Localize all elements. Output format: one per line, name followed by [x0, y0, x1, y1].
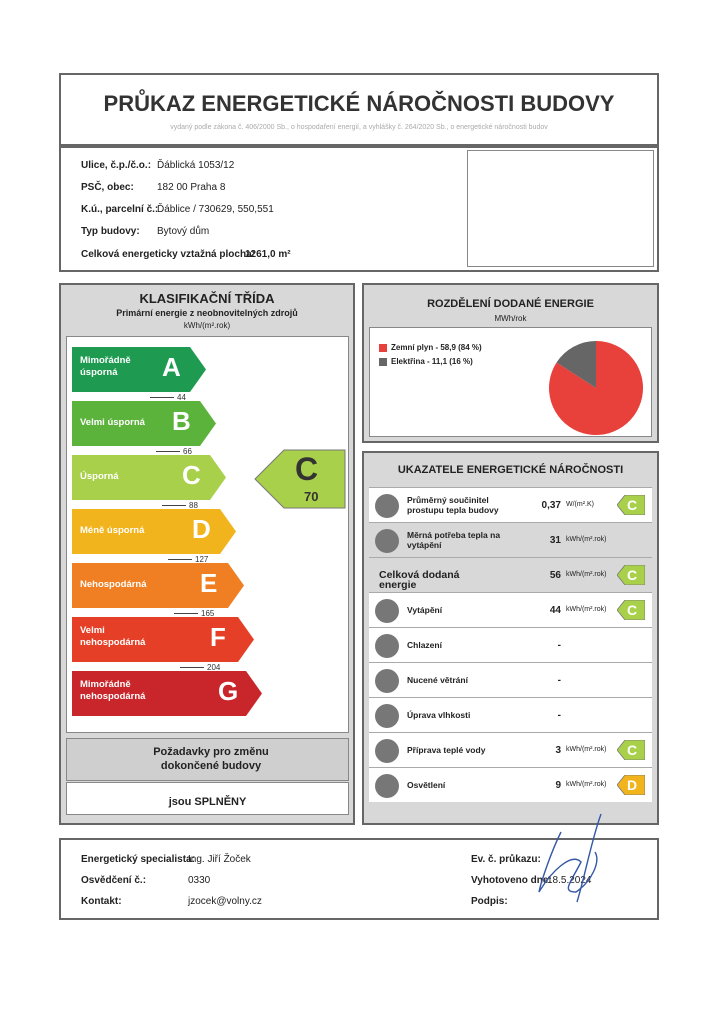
indicator-row: [369, 627, 652, 662]
classification-title: KLASIFIKAČNÍ TŘÍDA: [139, 291, 275, 306]
faucet-icon: [375, 739, 399, 763]
class-band-label: Méně úsporná: [80, 525, 145, 536]
class-band-label: Úsporná: [80, 471, 119, 482]
contact-label: Kontakt:: [81, 896, 122, 907]
photo-placeholder: [467, 150, 654, 267]
distribution-pie-chart: [547, 339, 645, 437]
classification-unit: kWh/(m².rok): [183, 321, 231, 330]
class-band-letter: C: [182, 460, 201, 490]
legend-swatch: [379, 344, 387, 352]
registration-label: Ev. č. průkazu:: [471, 854, 541, 865]
indicator-class: C: [627, 567, 638, 583]
bulb-icon: [375, 774, 399, 798]
class-band-letter: F: [210, 622, 226, 652]
indicator-row: [369, 487, 652, 522]
requirements-result: jsou SPLNĚNY: [168, 796, 247, 808]
thermometer-icon: [375, 634, 399, 658]
class-band-label: Nehospodárná: [80, 579, 147, 590]
indicator-unit: kWh/(m².rok): [566, 571, 607, 578]
street-label: Ulice, č.p./č.o.:: [81, 160, 152, 171]
class-threshold: 204: [180, 663, 220, 672]
class-band-b: [72, 401, 216, 446]
class-band-label: Velmi úsporná: [80, 417, 145, 428]
specialist-value: Ing. Jiří Žoček: [188, 854, 251, 865]
zip-value: 182 00 Praha 8: [157, 182, 226, 193]
indicator-unit: kWh/(m².rok): [566, 536, 607, 543]
indicator-row: [369, 732, 652, 767]
distribution-unit: MWh/rok: [494, 314, 527, 323]
indicator-value: 31: [549, 535, 561, 546]
header-box: [59, 73, 659, 146]
indicator-row: [369, 662, 652, 697]
class-band-letter: G: [218, 676, 239, 706]
class-band-d: [72, 509, 236, 554]
indicator-row: [369, 557, 652, 592]
indicator-unit: kWh/(m².rok): [566, 606, 607, 613]
class-band-letter: B: [172, 406, 191, 436]
class-threshold: 88: [162, 501, 198, 510]
zip-label: PSČ, obec:: [81, 182, 134, 193]
specialist-label: Energetický specialista:: [81, 854, 195, 865]
indicator-unit: W/(m².K): [566, 501, 594, 508]
indicator-value: 44: [549, 605, 561, 616]
footer-box: [59, 838, 659, 920]
class-band-label: Mimořádně nehospodárná: [80, 679, 146, 702]
street-value: Ďáblická 1053/12: [157, 160, 235, 171]
class-band-c: [72, 455, 226, 500]
class-band-f: [72, 617, 254, 662]
distribution-title: ROZDĚLENÍ DODANÉ ENERGIE: [427, 298, 594, 310]
legend-item: Zemní plyn - 58,9 (84 %): [379, 343, 482, 352]
area-label: Celková energeticky vztažná plocha:: [81, 249, 255, 260]
document-subtitle: vydaný podle zákona č. 406/2000 Sb., o hospodaření energií, a vyhlášky č. 264/2020 Sb., o energetické náročnosti budov: [170, 124, 548, 131]
indicator-name: Celková dodaná energie: [379, 569, 460, 591]
class-band-letter: D: [192, 514, 211, 544]
indicator-row: [369, 592, 652, 627]
class-band-a: [72, 347, 206, 392]
signature: [531, 812, 611, 912]
cadastre-label: K.ú., parcelní č.:: [81, 204, 159, 215]
issued-label: Vyhotoveno dne:: [471, 875, 552, 886]
indicator-value: -: [557, 675, 561, 686]
contact-value: jzocek@volny.cz: [188, 896, 262, 907]
indicator-row: [369, 767, 652, 802]
certificate-value: 0330: [188, 875, 211, 886]
class-band-g: [72, 671, 262, 716]
signature-label: Podpis:: [471, 896, 508, 907]
class-threshold: 44: [150, 393, 186, 402]
distribution-box: [362, 283, 659, 443]
result-letter: C: [295, 451, 319, 487]
indicator-name: Osvětlení: [407, 780, 446, 790]
indicator-row: [369, 697, 652, 732]
legend-item: Elektřina - 11,1 (16 %): [379, 357, 473, 366]
indicator-name: Měrná potřeba tepla na vytápění: [407, 530, 501, 550]
indicator-class: C: [627, 742, 638, 758]
class-threshold: 165: [174, 609, 214, 618]
indicator-row: [369, 522, 652, 557]
indicator-value: -: [557, 640, 561, 651]
requirements-title: Požadavky pro změnu dokončené budovy: [153, 746, 269, 772]
indicator-value: 56: [549, 570, 561, 581]
legend-swatch: [379, 358, 387, 366]
classification-subtitle: Primární energie z neobnovitelných zdrojů: [116, 308, 298, 318]
indicator-value: 9: [555, 780, 561, 791]
indicator-class: C: [627, 497, 638, 513]
indicator-value: -: [557, 710, 561, 721]
fan-icon: [375, 669, 399, 693]
indicator-unit: kWh/(m².rok): [566, 746, 607, 753]
indicator-unit: kWh/(m².rok): [566, 781, 607, 788]
building-info-box: [59, 146, 659, 272]
heat-waves-icon: [375, 529, 399, 553]
document-title: PRŮKAZ ENERGETICKÉ NÁROČNOSTI BUDOVY: [103, 91, 615, 116]
indicator-name: Chlazení: [407, 640, 442, 650]
certificate-label: Osvědčení č.:: [81, 875, 147, 886]
indicator-name: Vytápění: [407, 605, 443, 615]
cadastre-value: Ďáblice / 730629, 550,551: [157, 204, 274, 215]
indicator-class: D: [627, 777, 638, 793]
indicator-name: Průměrný součinitel prostupu tepla budovy: [407, 495, 499, 515]
house-icon: [375, 494, 399, 518]
indicator-name: Úprava vlhkosti: [407, 710, 471, 720]
class-threshold: 66: [156, 447, 192, 456]
type-label: Typ budovy:: [81, 226, 140, 237]
class-band-e: [72, 563, 244, 608]
class-band-letter: E: [200, 568, 218, 598]
indicator-name: Příprava teplé vody: [407, 745, 486, 755]
class-band-label: Velmi nehospodárná: [80, 625, 146, 648]
thermometer-plus-icon: [375, 599, 399, 623]
indicator-name: Nucené větrání: [407, 675, 468, 685]
indicator-class: C: [627, 602, 638, 618]
type-value: Bytový dům: [157, 226, 210, 237]
indicator-value: 3: [555, 745, 561, 756]
indicator-value: 0,37: [541, 500, 561, 511]
result-value: 70: [304, 489, 319, 504]
class-band-label: Mimořádně úsporná: [80, 355, 131, 378]
indicators-title: UKAZATELE ENERGETICKÉ NÁROČNOSTI: [397, 464, 624, 476]
class-threshold: 127: [168, 555, 208, 564]
class-band-letter: A: [162, 352, 181, 382]
area-value: 1261,0 m²: [245, 249, 291, 260]
issued-value: 18.5.2024: [547, 875, 592, 886]
drop-icon: [375, 704, 399, 728]
